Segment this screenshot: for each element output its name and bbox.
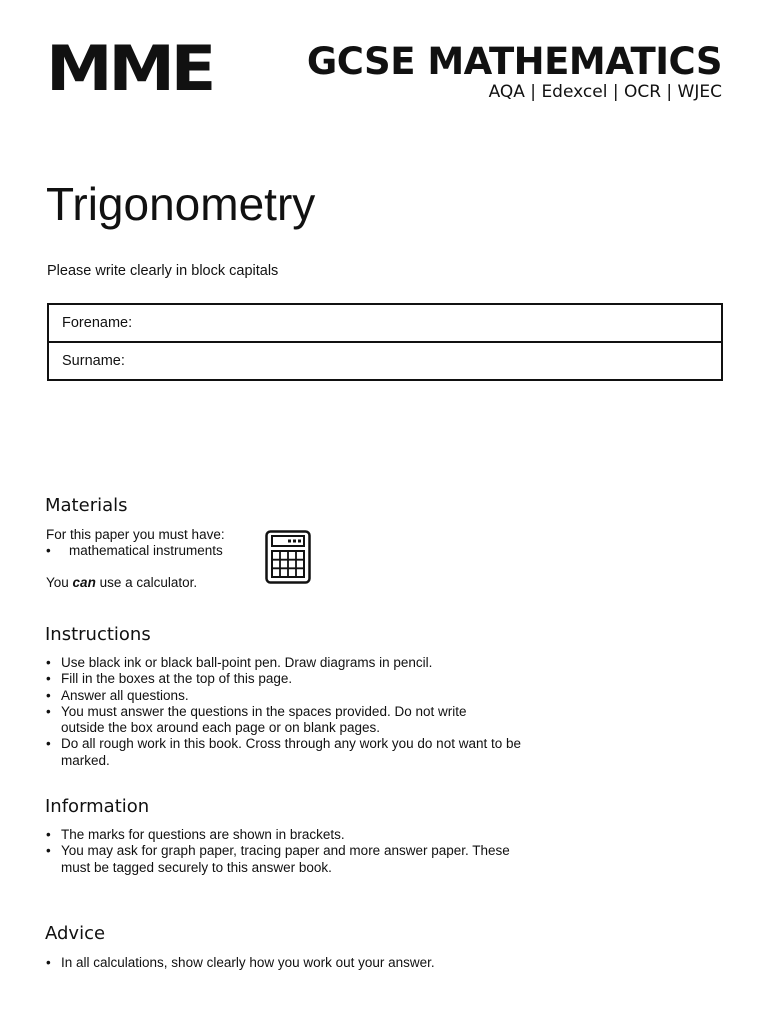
list-item: • Do all rough work in this book. Cross through any work you do not want to be marked. <box>46 736 531 769</box>
mme-logo: MME <box>46 32 213 105</box>
calculator-note-post: use a calculator. <box>95 575 198 590</box>
calculator-note <box>46 575 197 591</box>
materials-intro: For this paper you must have: <box>46 527 225 542</box>
list-item: • You must answer the questions in the spaces provided. Do not write outside the box around each page or on blank pages. <box>46 704 506 737</box>
forename-field[interactable] <box>49 305 721 341</box>
materials-list <box>46 543 266 559</box>
name-box <box>47 303 723 381</box>
instructions-heading: Instructions <box>45 624 151 645</box>
block-capitals-instruction: Please write clearly in block capitals <box>47 263 279 279</box>
list-item: • Answer all questions. <box>46 688 566 704</box>
calculator-icon <box>265 530 311 584</box>
surname-label: Surname: <box>62 353 125 369</box>
calculator-note-can: can <box>72 575 96 590</box>
list-item: • Fill in the boxes at the top of this page. <box>46 671 566 687</box>
information-list <box>46 827 566 876</box>
advice-list <box>46 955 566 971</box>
list-item: • In all calculations, show clearly how you work out your answer. <box>46 955 566 971</box>
surname-field[interactable] <box>49 341 721 379</box>
subject-title: GCSE MATHEMATICS <box>306 40 722 83</box>
paper-title: Trigonometry <box>46 178 316 230</box>
information-heading: Information <box>45 796 150 817</box>
exam-boards: AQA | Edexcel | OCR | WJEC <box>488 82 722 102</box>
list-item: • You may ask for graph paper, tracing paper and more answer paper. These must be tagged securely to this answer book. <box>46 843 521 876</box>
list-item: • mathematical instruments <box>46 543 266 559</box>
instructions-list <box>46 655 566 769</box>
forename-label: Forename: <box>62 315 133 331</box>
list-item: • The marks for questions are shown in brackets. <box>46 827 566 843</box>
advice-heading: Advice <box>45 923 106 944</box>
materials-heading: Materials <box>45 495 128 516</box>
list-item: • Use black ink or black ball-point pen. Draw diagrams in pencil. <box>46 655 566 671</box>
calculator-note-pre: You <box>46 575 73 590</box>
